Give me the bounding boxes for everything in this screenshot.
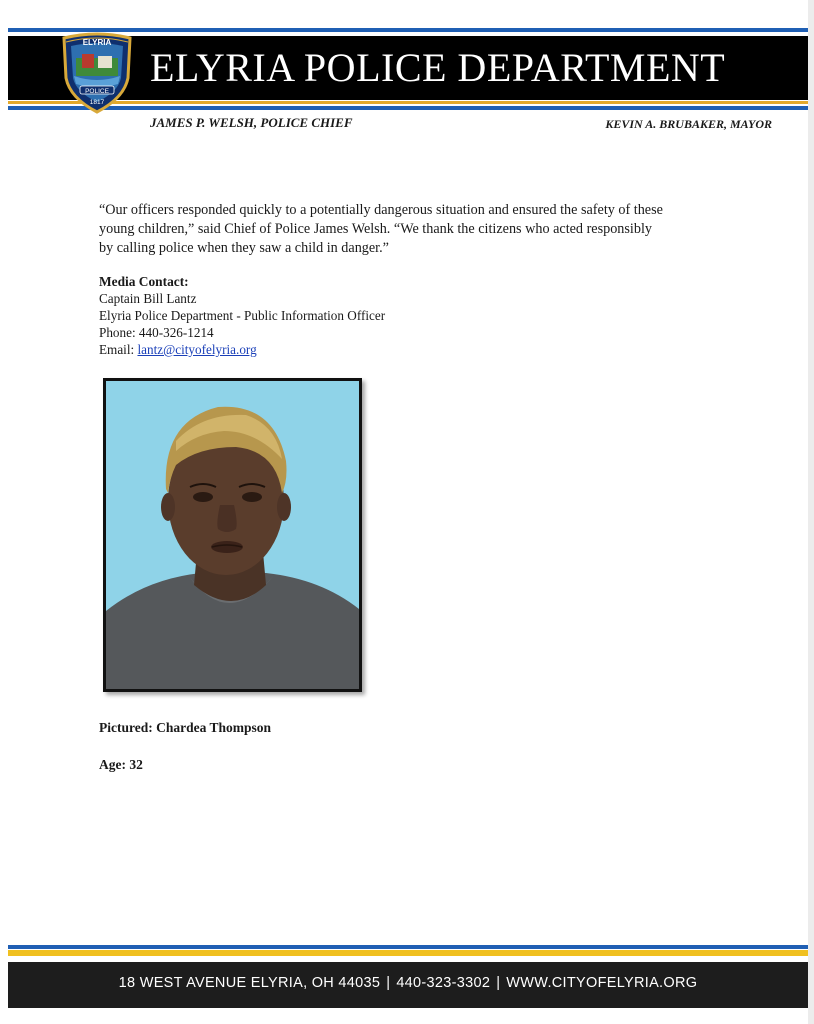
mayor-name: KEVIN A. BRUBAKER, MAYOR bbox=[605, 117, 772, 131]
police-badge-logo bbox=[58, 32, 136, 114]
contact-name: Captain Bill Lantz bbox=[99, 291, 197, 306]
email-label: Email: bbox=[99, 342, 138, 357]
footer-phone: 440-323-3302 bbox=[396, 975, 491, 991]
media-contact bbox=[99, 273, 385, 358]
footer-band bbox=[8, 962, 808, 1008]
footer-contact-line bbox=[8, 975, 808, 991]
footer-separator: | bbox=[496, 975, 501, 991]
page-gutter bbox=[808, 0, 814, 1024]
quote-line: young children,” said Chief of Police James Welsh. “We thank the citizens who acted responsibly bbox=[99, 221, 652, 237]
mugshot-photo bbox=[103, 378, 362, 692]
police-chief-name: JAMES P. WELSH, POLICE CHIEF bbox=[150, 115, 353, 130]
footer-blue-rule bbox=[8, 945, 808, 949]
age-caption: Age: 32 bbox=[99, 757, 143, 772]
footer-address: 18 WEST AVENUE ELYRIA, OH 44035 bbox=[118, 975, 381, 991]
svg-text:1817: 1817 bbox=[89, 99, 105, 106]
contact-title: Elyria Police Department - Public Information Officer bbox=[99, 308, 386, 323]
contact-phone: Phone: 440-326-1214 bbox=[99, 325, 214, 340]
department-title: ELYRIA POLICE DEPARTMENT bbox=[150, 45, 726, 90]
media-contact-label: Media Contact: bbox=[99, 274, 189, 289]
footer-gold-rule bbox=[8, 950, 808, 956]
pictured-caption: Pictured: Chardea Thompson bbox=[99, 720, 272, 735]
quote-line: “Our officers responded quickly to a potentially dangerous situation and ensured the safety of these bbox=[99, 202, 663, 218]
footer-website[interactable]: WWW.CITYOFELYRIA.ORG bbox=[506, 975, 698, 991]
svg-text:ELYRIA: ELYRIA bbox=[82, 38, 112, 47]
email-link[interactable]: lantz@cityofelyria.org bbox=[137, 342, 257, 357]
footer-separator: | bbox=[386, 975, 391, 991]
contact-email-row bbox=[99, 341, 385, 358]
quote-line: by calling police when they saw a child in danger.” bbox=[99, 240, 389, 256]
svg-text:POLICE: POLICE bbox=[85, 88, 109, 95]
chief-quote bbox=[99, 201, 729, 258]
